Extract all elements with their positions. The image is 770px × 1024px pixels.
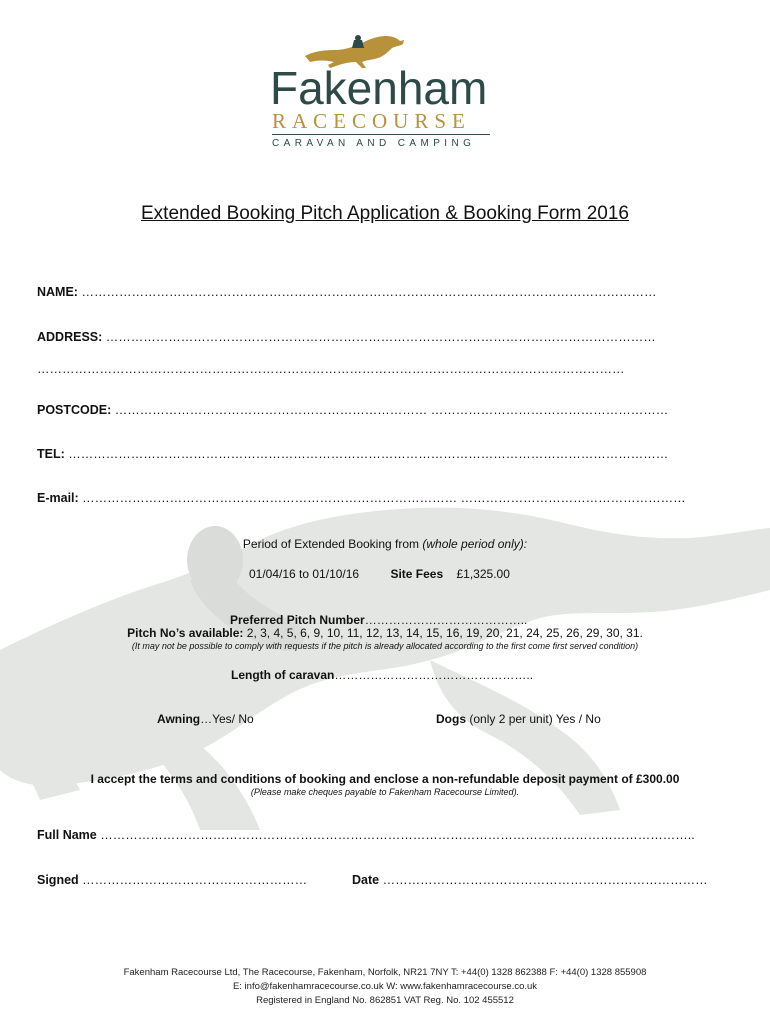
tel-label: TEL: xyxy=(37,447,65,461)
address-dots: …………………………………………………………………………………………………………………… xyxy=(105,330,656,344)
address-field[interactable] xyxy=(37,329,656,345)
dates-line xyxy=(249,566,510,582)
postcode-label: POSTCODE: xyxy=(37,403,112,417)
footer-contact: E: info@fakenhamracecourse.co.uk W: www.fakenhamracecourse.co.uk xyxy=(232,981,538,992)
full-name-dots: …………………………………………………………………………………………………………………………….. xyxy=(100,828,695,842)
accept-terms-text: I accept the terms and conditions of booking and enclose a non-refundable deposit payment of £300.00 xyxy=(90,772,680,786)
signed-label: Signed xyxy=(37,873,79,887)
caravan-length-label: Length of caravan xyxy=(231,668,335,682)
email-field[interactable] xyxy=(37,490,686,506)
tel-field[interactable] xyxy=(37,446,668,462)
name-field[interactable] xyxy=(37,284,656,300)
caravan-length-field[interactable] xyxy=(231,667,533,683)
awning-label: Awning xyxy=(157,712,201,726)
postcode-field[interactable] xyxy=(37,402,668,418)
address-label: ADDRESS: xyxy=(37,330,103,344)
footer-registration: Registered in England No. 862851 VAT Reg. No. 102 455512 xyxy=(256,995,514,1006)
date-dots: …………………………………………………………………… xyxy=(382,873,708,887)
dogs-value: (only 2 per unit) Yes / No xyxy=(469,712,601,726)
date-label: Date xyxy=(352,873,380,887)
pitches-value: 2, 3, 4, 5, 6, 9, 10, 11, 12, 13, 14, 15, 16, 19, 20, 21, 24, 25, 26, 29, 30, 31. xyxy=(246,626,643,640)
dogs-label: Dogs xyxy=(436,712,466,726)
period-text: Period of Extended Booking from xyxy=(242,537,420,551)
full-name-label: Full Name xyxy=(37,828,97,842)
preferred-pitch-label: Preferred Pitch Number xyxy=(230,613,365,627)
site-fees-value: £1,325.00 xyxy=(456,567,510,581)
awning-field[interactable] xyxy=(157,711,254,727)
site-fees-label: Site Fees xyxy=(390,567,444,581)
address-line2-field[interactable] xyxy=(37,361,625,377)
logo-name: Fakenham xyxy=(270,62,488,114)
caravan-length-dots: ………………………………………….. xyxy=(334,668,534,682)
address-line2-dots: …………………………………………………………………………………………………………………………… xyxy=(37,362,625,376)
awning-value: …Yes/ No xyxy=(200,712,254,726)
full-name-field[interactable] xyxy=(37,827,695,843)
email-label: E-mail: xyxy=(37,491,79,505)
period-italic: (whole period only): xyxy=(422,537,528,551)
postcode-dots: ………………………………………………………………… ………………………………………………… xyxy=(114,403,669,417)
tel-dots: ……………………………………………………………………………………………………………………………… xyxy=(68,447,669,461)
pitch-note: (It may not be possible to comply with requests if the pitch is already allocated according to the first come first served condition) xyxy=(131,641,639,651)
period-line xyxy=(0,536,770,552)
pitches-line xyxy=(0,625,770,641)
signed-dots: ……………………………………………… xyxy=(82,873,308,887)
booking-dates: 01/04/16 to 01/10/16 xyxy=(249,567,360,581)
logo-subtitle: RACECOURSE xyxy=(272,109,471,133)
date-field[interactable] xyxy=(352,872,708,888)
pitches-label: Pitch No’s available: xyxy=(127,626,244,640)
signed-field[interactable] xyxy=(37,872,307,888)
footer-address: Fakenham Racecourse Ltd, The Racecourse, Fakenham, Norfolk, NR21 7NY T: +44(0) 1328 862388 F: +44(0) 1328 855908 xyxy=(123,967,647,978)
preferred-pitch-dots: ………………………………….. xyxy=(364,613,528,627)
name-dots: ………………………………………………………………………………………………………………………… xyxy=(81,285,657,299)
form-title: Extended Booking Pitch Application & Booking Form 2016 xyxy=(141,203,629,224)
cheques-note: (Please make cheques payable to Fakenham Racecourse Limited). xyxy=(250,787,520,797)
logo-tagline: CARAVAN AND CAMPING xyxy=(272,138,476,149)
name-label: NAME: xyxy=(37,285,78,299)
logo-divider xyxy=(272,134,490,135)
email-dots: ……………………………………………………………………………… ……………………………………………… xyxy=(82,491,686,505)
dogs-field[interactable] xyxy=(436,711,601,727)
accept-terms xyxy=(0,771,770,787)
